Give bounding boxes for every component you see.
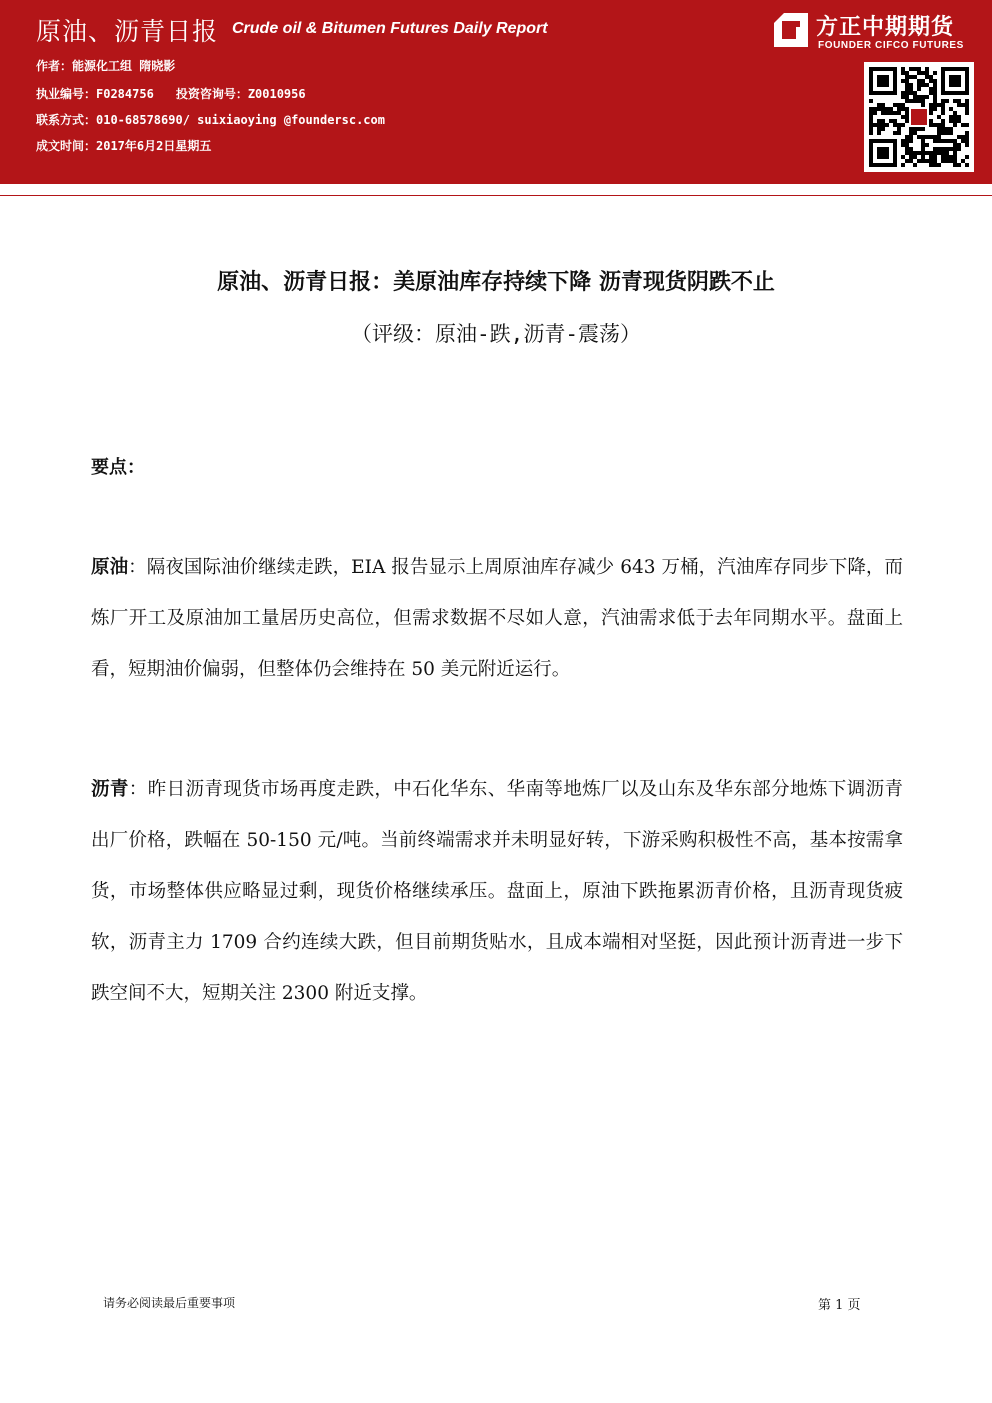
date-line: 成文时间：2017年6月2日星期五 — [36, 139, 212, 153]
document-rating: （评级：原油-跌,沥青-震荡） — [351, 322, 641, 346]
keypoints-heading: 要点： — [91, 457, 145, 478]
report-header — [0, 0, 992, 183]
logo-text-cn: 方正中期期货 — [816, 15, 955, 40]
header-divider — [0, 183, 992, 196]
qr-code-icon — [864, 62, 974, 172]
registration-line — [36, 85, 306, 102]
company-logo — [774, 10, 984, 54]
footer-notice: 请务必阅读最后重要事项 — [103, 1296, 236, 1310]
founder-logo-icon — [774, 13, 808, 47]
bitumen-lead: 沥青 — [91, 779, 129, 800]
document-title: 原油、沥青日报：美原油库存持续下降 沥青现货阴跌不止 — [217, 270, 775, 295]
contact-line: 联系方式：010-68578690/ suixiaoying @foundersc.com — [36, 113, 385, 127]
crude-oil-lead: 原油 — [91, 557, 129, 578]
author-line: 作者：能源化工组 隋晓影 — [36, 59, 176, 73]
bitumen-paragraph — [91, 764, 903, 1019]
crude-oil-paragraph — [91, 542, 903, 695]
logo-text-en: FOUNDER CIFCO FUTURES — [818, 40, 964, 51]
page-number: 第 1 页 — [818, 1298, 861, 1313]
license-number: 执业编号：F0284756 — [36, 87, 154, 101]
header-title-cn: 原油、沥青日报 — [36, 17, 219, 46]
bitumen-text: ：昨日沥青现货市场再度走跌，中石化华东、华南等地炼厂以及山东及华东部分地炼下调沥青出厂价格，跌幅在 50-150 元/吨。当前终端需求并未明显好转，下游采购积极性不高，基本按需拿货，市场整体供应略显过剩，现货价格继续承压。盘面上，原油下跌拖累沥青价格，且沥青现货疲软，沥青主力 1709 合约连续大跌，但目前期货贴水，且成本端相对坚挺，因此预计沥青进一步下跌空间不大，短期关注 2300 附近支撑。 — [91, 779, 903, 1004]
header-title-en: Crude oil & Bitumen Futures Daily Report — [232, 20, 548, 37]
advisory-number: 投资咨询号：Z0010956 — [175, 87, 306, 101]
crude-oil-text: ：隔夜国际油价继续走跌，EIA 报告显示上周原油库存减少 643 万桶，汽油库存同步下降，而炼厂开工及原油加工量居历史高位，但需求数据不尽如人意，汽油需求低于去年同期水平。盘面上看，短期油价偏弱，但整体仍会维持在 50 美元附近运行。 — [91, 557, 903, 680]
